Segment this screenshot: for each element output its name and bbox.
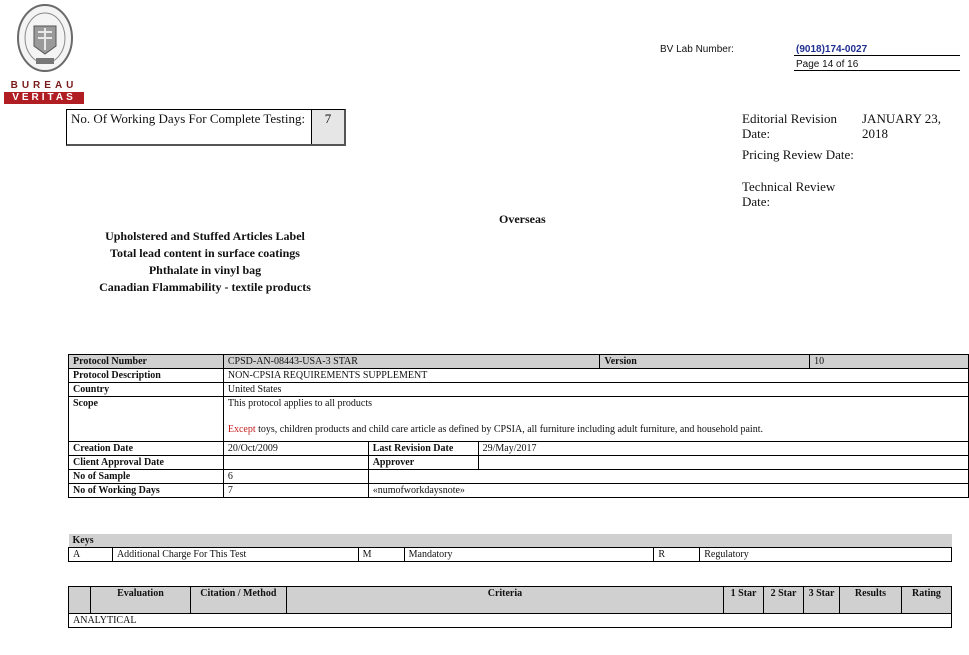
key-code: M xyxy=(358,548,404,562)
page-info xyxy=(794,59,960,71)
logo-brand-top: BUREAU xyxy=(4,80,84,92)
overseas-heading: Overseas xyxy=(499,212,546,226)
no-sample-value: 6 xyxy=(223,470,368,484)
scope-line-1: This protocol applies to all products xyxy=(227,398,372,409)
column-header: Evaluation xyxy=(90,587,190,614)
creation-date-label: Creation Date xyxy=(69,442,224,456)
key-meaning: Regulatory xyxy=(700,548,952,562)
editorial-revision-value: JANUARY 23, 2018 xyxy=(862,111,941,141)
editorial-revision-label: Editorial Revision Date: xyxy=(742,111,837,141)
column-header: Rating xyxy=(901,587,951,614)
version-label: Version xyxy=(600,355,810,369)
column-header xyxy=(69,587,91,614)
version-value: 10 xyxy=(810,355,969,369)
lab-number-text: (9018)174-0027 xyxy=(796,44,868,55)
protocol-table xyxy=(68,354,969,498)
scope-value xyxy=(223,397,968,442)
test-titles xyxy=(70,228,340,296)
approver-label: Approver xyxy=(368,456,478,470)
table-row xyxy=(69,442,969,456)
scope-line-2 xyxy=(228,423,964,436)
no-working-days-label: No of Working Days xyxy=(69,484,224,498)
column-header: 2 Star xyxy=(764,587,804,614)
last-revision-label: Last Revision Date xyxy=(368,442,478,456)
lab-number-value xyxy=(794,44,960,56)
no-sample-label: No of Sample xyxy=(69,470,224,484)
logo-brand-bottom: VERITAS xyxy=(4,92,84,104)
last-revision-value: 29/May/2017 xyxy=(478,442,968,456)
table-row xyxy=(69,369,969,383)
scope-except: Except xyxy=(227,424,256,435)
scope-except-text: toys, children products and child care article as defined by CPSIA, all furniture including adult furniture, and household paint. xyxy=(255,424,763,435)
working-days-box xyxy=(66,109,346,146)
country-label: Country xyxy=(69,383,224,397)
keys-title: Keys xyxy=(69,534,952,548)
table-row xyxy=(69,470,969,484)
description-label: Protocol Description xyxy=(69,369,224,383)
column-header: 3 Star xyxy=(804,587,840,614)
key-meaning: Mandatory xyxy=(404,548,654,562)
no-sample-blank xyxy=(368,470,968,484)
creation-date-value: 20/Oct/2009 xyxy=(223,442,368,456)
table-header-row xyxy=(69,587,952,614)
protocol-number-value: CPSD-AN-08443-USA-3 STAR xyxy=(223,355,600,369)
protocol-number-label: Protocol Number xyxy=(69,355,224,369)
table-row xyxy=(69,548,952,562)
column-header: Results xyxy=(840,587,902,614)
test-title: Total lead content in surface coatings xyxy=(110,246,300,260)
bureau-veritas-logo xyxy=(4,4,84,102)
scope-label: Scope xyxy=(69,397,224,442)
table-row xyxy=(69,534,952,548)
test-title: Phthalate in vinyl bag xyxy=(148,263,262,277)
table-row xyxy=(69,484,969,498)
technical-review-label: Technical Review Date: xyxy=(742,179,836,209)
client-approval-label: Client Approval Date xyxy=(69,456,224,470)
column-header: 1 Star xyxy=(724,587,764,614)
table-row xyxy=(69,355,969,369)
bureau-veritas-seal-icon xyxy=(16,4,74,74)
page-info-text: Page 14 of 16 xyxy=(796,59,859,70)
approver-value xyxy=(478,456,968,470)
keys-table xyxy=(68,534,952,562)
test-title: Canadian Flammability - textile products xyxy=(99,280,311,294)
country-value: United States xyxy=(223,383,968,397)
pricing-review-label: Pricing Review Date: xyxy=(742,147,854,162)
key-code: A xyxy=(69,548,113,562)
client-approval-value xyxy=(223,456,368,470)
table-row xyxy=(69,456,969,470)
working-days-value: 7 xyxy=(312,110,344,144)
key-meaning: Additional Charge For This Test xyxy=(112,548,358,562)
table-row xyxy=(69,383,969,397)
lab-number-label: BV Lab Number: xyxy=(660,44,734,55)
evaluation-table xyxy=(68,586,952,628)
table-row xyxy=(69,397,969,442)
test-title: Upholstered and Stuffed Articles Label xyxy=(105,229,305,243)
table-row xyxy=(69,614,952,628)
no-working-days-value: 7 xyxy=(223,484,368,498)
description-value: NON-CPSIA REQUIREMENTS SUPPLEMENT xyxy=(223,369,968,383)
section-analytical: ANALYTICAL xyxy=(69,614,952,628)
working-days-note: «numofworkdaysnote» xyxy=(368,484,968,498)
column-header: Citation / Method xyxy=(190,587,286,614)
key-code: R xyxy=(654,548,700,562)
column-header: Criteria xyxy=(286,587,723,614)
working-days-label: No. Of Working Days For Complete Testing: xyxy=(67,110,312,144)
